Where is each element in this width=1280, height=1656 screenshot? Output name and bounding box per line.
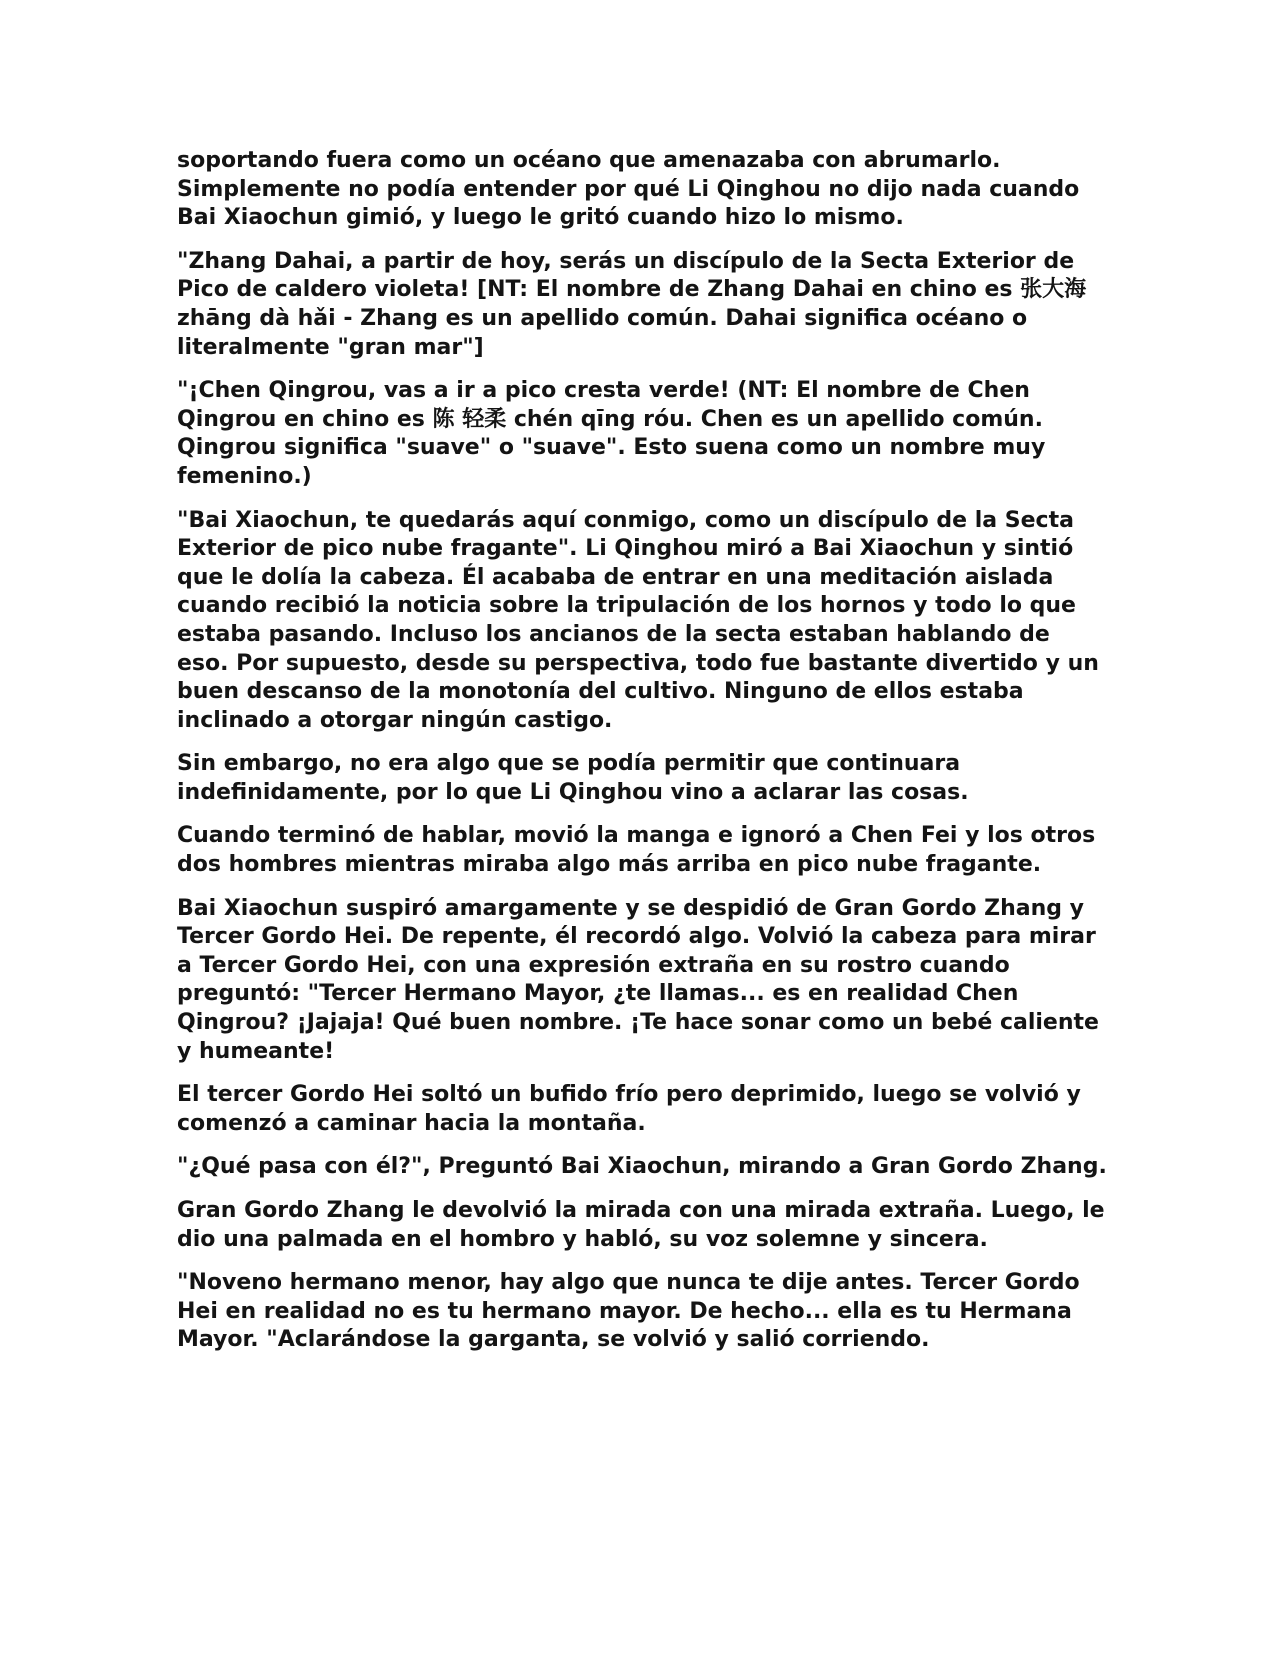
paragraph-3: "¡Chen Qingrou, vas a ir a pico cresta verde! (NT: El nombre de Chen Qingrou en chino es 陈 轻柔 chén qīng róu. Chen es un apellido común. Qingrou significa "suave" o "suave". Esto suena como un nombre muy femenino.): [177, 378, 1046, 489]
paragraph-2: "Zhang Dahai, a partir de hoy, serás un discípulo de la Secta Exterior de Pico de caldero violeta! [NT: El nombre de Zhang Dahai en chino es 张大海 zhāng dà hǎi - Zhang es un apellido común. Dahai significa océano o literalmente "gran mar"]: [177, 248, 1087, 360]
paragraph-5: Sin embargo, no era algo que se podía permitir que continuara indefinidamente, por lo que Li Qinghou vino a aclarar las cosas.: [177, 751, 969, 805]
paragraph-6: Cuando terminó de hablar, movió la manga e ignoró a Chen Fei y los otros dos hombres mientras miraba algo más arriba en pico nube fragante.: [177, 823, 1096, 878]
document-page: [177, 147, 1107, 1370]
paragraph-8: El tercer Gordo Hei soltó un bufido frío pero deprimido, luego se volvió y comenzó a caminar hacia la montaña.: [177, 1082, 1081, 1136]
paragraph-9: "¿Qué pasa con él?", Preguntó Bai Xiaochun, mirando a Gran Gordo Zhang.: [177, 1154, 1107, 1180]
paragraph-10: Gran Gordo Zhang le devolvió la mirada con una mirada extraña. Luego, le dio una palmada en el hombro y habló, su voz solemne y sincera.: [177, 1198, 1105, 1252]
paragraph-7: Bai Xiaochun suspiró amargamente y se despidió de Gran Gordo Zhang y Tercer Gordo Hei. De repente, él recordó algo. Volvió la cabeza para mirar a Tercer Gordo Hei, con una expresión extraña en su rostro cuando preguntó: "Tercer Hermano Mayor, ¿te llamas... es en realidad Chen Qingrou? ¡Jajaja! Qué buen nombre. ¡Te hace sonar como un bebé caliente y humeante!: [177, 895, 1099, 1064]
paragraph-4: "Bai Xiaochun, te quedarás aquí conmigo, como un discípulo de la Secta Exterior de pico nube fragante". Li Qinghou miró a Bai Xiaochun y sintió que le dolía la cabeza. Él acababa de entrar en una meditación aislada cuando recibió la noticia sobre la tripulación de los hornos y todo lo que estaba pasando. Incluso los ancianos de la secta estaban hablando de eso. Por supuesto, desde su perspectiva, todo fue bastante divertido y un buen descanso de la monotonía del cultivo. Ninguno de ellos estaba inclinado a otorgar ningún castigo.: [177, 507, 1099, 733]
paragraph-1: soportando fuera como un océano que amenazaba con abrumarlo. Simplemente no podía entender por qué Li Qinghou no dijo nada cuando Bai Xiaochun gimió, y luego le gritó cuando hizo lo mismo.: [177, 148, 1080, 231]
paragraph-11: "Noveno hermano menor, hay algo que nunca te dije antes. Tercer Gordo Hei en realidad no es tu hermano mayor. De hecho... ella es tu Hermana Mayor. "Aclarándose la garganta, se volvió y salió corriendo.: [177, 1270, 1080, 1353]
